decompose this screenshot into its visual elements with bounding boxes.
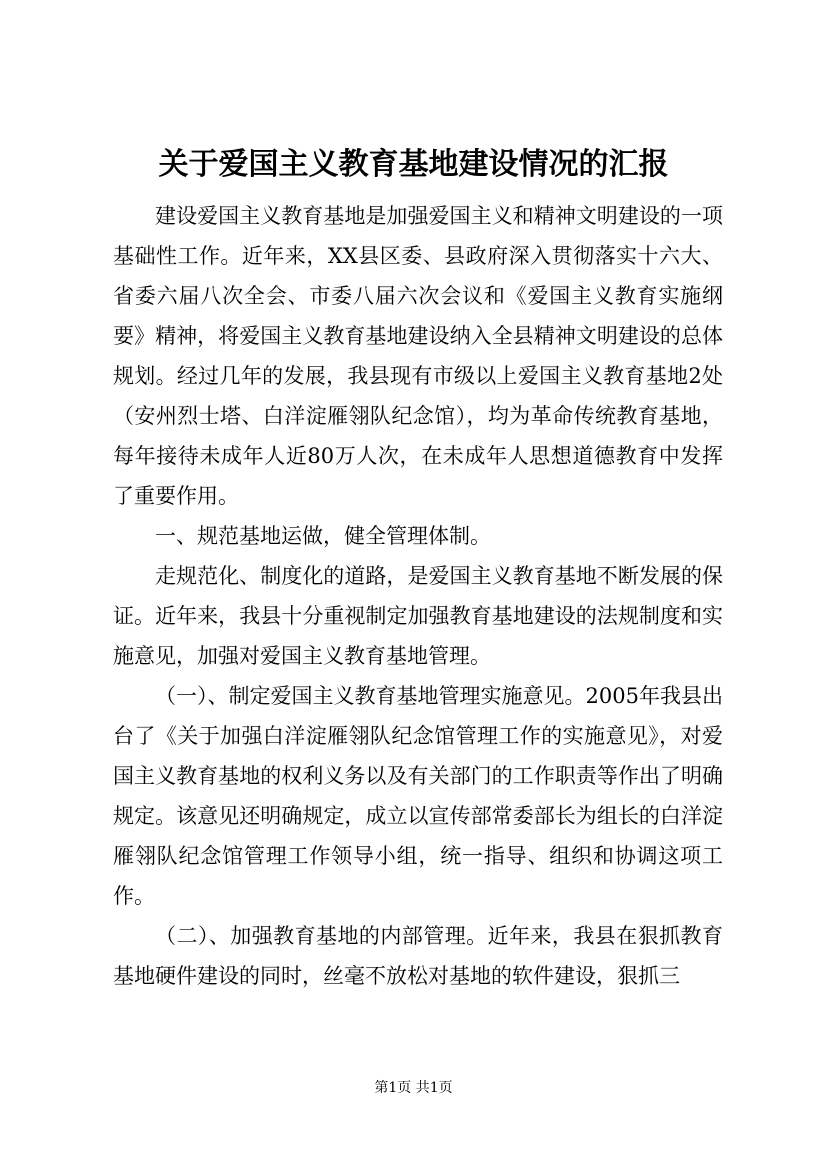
document-body [113,196,723,996]
subsection-2: （二）、加强教育基地的内部管理。近年来，我县在狠抓教育基地硬件建设的同时，丝毫不放松对基地的软件建设，狠抓三 [113,924,723,989]
page-footer: 第1页 共1页 [374,1080,453,1096]
section-heading-1: 一、规范基地运做，健全管理体制。 [155,524,491,549]
subsection-1: （一）、制定爱国主义教育基地管理实施意见。2005年我县出台了《关于加强白洋淀雁翎队纪念馆管理工作的实施意见》，对爱国主义教育基地的权利义务以及有关部门的工作职责等作出了明确规定。该意见还明确规定，成立以宣传部常委部长为组长的白洋淀雁翎队纪念馆管理工作领导小组，统一指导、组织和协调这项工作。 [113,684,723,909]
document-title: 关于爱国主义教育基地建设情况的汇报 [158,147,669,182]
paragraph-section-1: 走规范化、制度化的道路，是爱国主义教育基地不断发展的保证。近年来，我县十分重视制定加强教育基地建设的法规制度和实施意见，加强对爱国主义教育基地管理。 [113,564,723,669]
paragraph-intro: 建设爱国主义教育基地是加强爱国主义和精神文明建设的一项基础性工作。近年来，XX县区委、县政府深入贯彻落实十六大、省委六届八次全会、市委八届六次会议和《爱国主义教育实施纲要》精神，将爱国主义教育基地建设纳入全县精神文明建设的总体规划。经过几年的发展，我县现有市级以上爱国主义教育基地2处（安州烈士塔、白洋淀雁翎队纪念馆），均为革命传统教育基地，每年接待未成年人近80万人次，在未成年人思想道德教育中发挥了重要作用。 [113,204,723,508]
